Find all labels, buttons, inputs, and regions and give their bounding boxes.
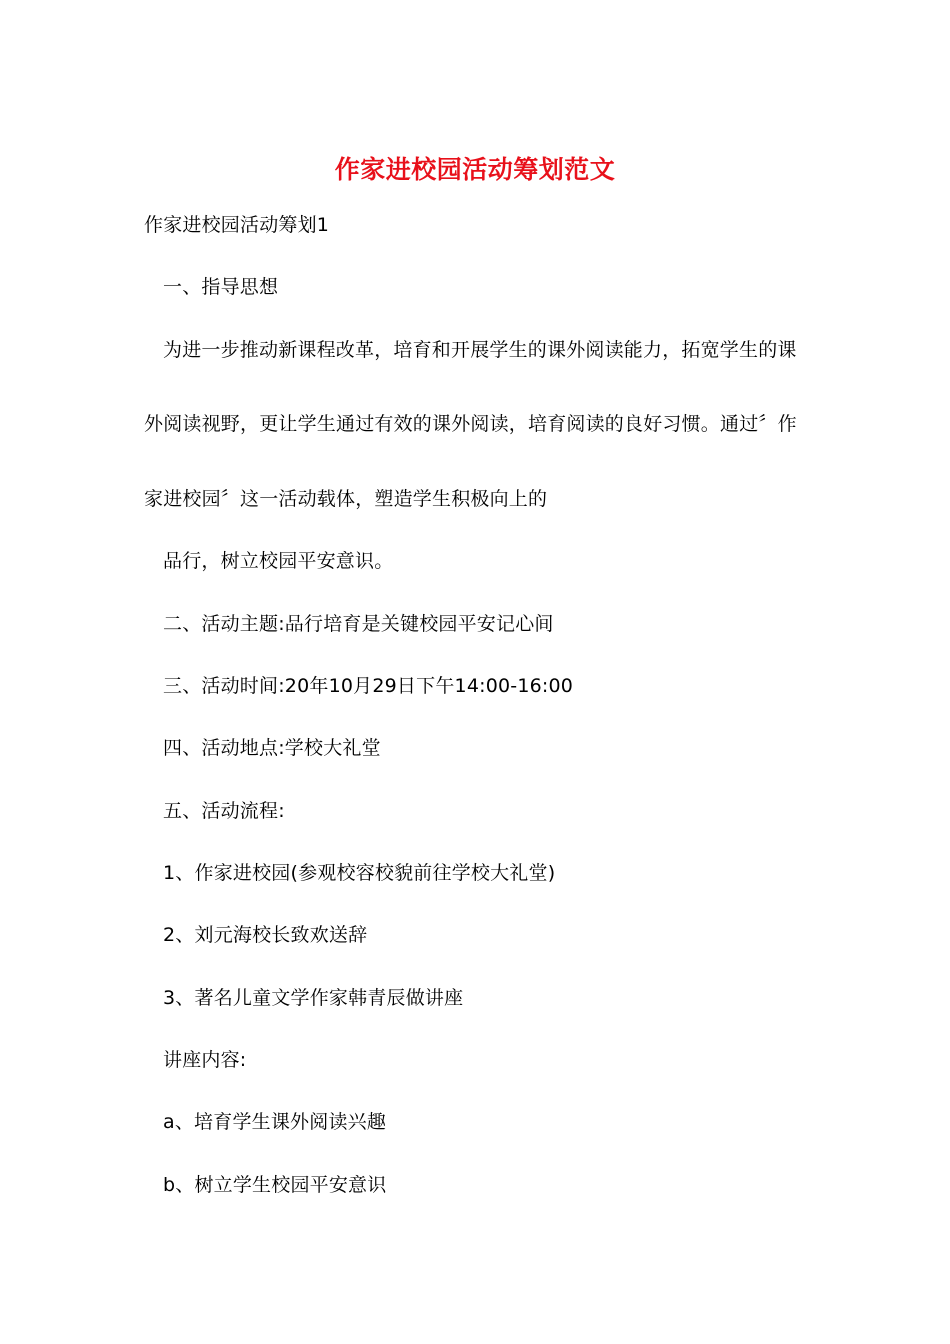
lecture-item-a: a、培育学生课外阅读兴趣 bbox=[163, 1111, 387, 1133]
lecture-content-heading: 讲座内容: bbox=[163, 1049, 247, 1071]
activity-process-heading: 五、活动流程: bbox=[163, 800, 285, 822]
paragraph-line: 家进校园〞这一活动载体，塑造学生积极向上的 bbox=[144, 488, 548, 510]
activity-location: 四、活动地点:学校大礼堂 bbox=[163, 737, 381, 759]
activity-time: 三、活动时间:20年10月29日下午14:00-16:00 bbox=[163, 675, 574, 697]
lecture-item-b: b、树立学生校园平安意识 bbox=[163, 1174, 387, 1196]
paragraph-line: 外阅读视野，更让学生通过有效的课外阅读，培育阅读的良好习惯。通过〞作 bbox=[144, 413, 797, 435]
activity-theme: 二、活动主题:品行培育是关键校园平安记心间 bbox=[163, 613, 554, 635]
paragraph-line: 为进一步推动新课程改革，培育和开展学生的课外阅读能力，拓宽学生的课 bbox=[163, 339, 797, 361]
section-heading-guiding-thought: 一、指导思想 bbox=[163, 276, 279, 298]
document-title: 作家进校园活动筹划范文 bbox=[334, 155, 616, 184]
paragraph-line: 品行，树立校园平安意识。 bbox=[163, 550, 394, 572]
process-step-3: 3、著名儿童文学作家韩青辰做讲座 bbox=[163, 987, 464, 1009]
document-subtitle: 作家进校园活动筹划1 bbox=[144, 214, 330, 236]
process-step-1: 1、作家进校园(参观校容校貌前往学校大礼堂) bbox=[163, 862, 556, 884]
process-step-2: 2、刘元海校长致欢送辞 bbox=[163, 924, 368, 946]
